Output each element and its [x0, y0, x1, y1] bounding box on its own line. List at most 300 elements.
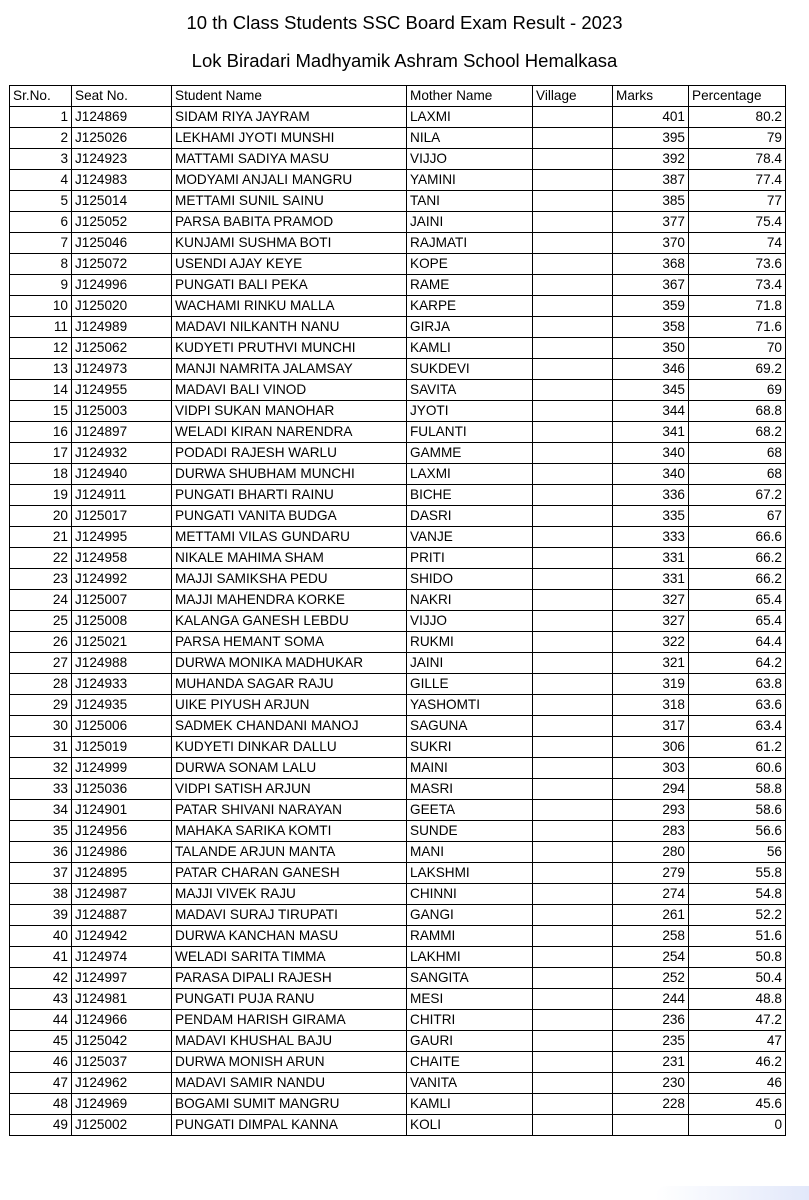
cell-mother-name: VANJE — [407, 527, 533, 548]
table-row — [10, 716, 786, 737]
cell-mother-name: KARPE — [407, 296, 533, 317]
cell-student-name: KALANGA GANESH LEBDU — [172, 611, 407, 632]
cell-marks: 280 — [613, 842, 689, 863]
cell-sr-no: 11 — [10, 317, 72, 338]
cell-seat-no: J124897 — [72, 422, 172, 443]
cell-village — [533, 905, 613, 926]
cell-mother-name: RAME — [407, 275, 533, 296]
cell-student-name: KUDYETI DINKAR DALLU — [172, 737, 407, 758]
table-row — [10, 443, 786, 464]
table-row — [10, 149, 786, 170]
cell-sr-no: 22 — [10, 548, 72, 569]
cell-sr-no: 4 — [10, 170, 72, 191]
cell-student-name: NIKALE MAHIMA SHAM — [172, 548, 407, 569]
cell-mother-name: GAMME — [407, 443, 533, 464]
table-row — [10, 884, 786, 905]
cell-marks: 321 — [613, 653, 689, 674]
cell-marks: 358 — [613, 317, 689, 338]
cell-percentage: 55.8 — [689, 863, 786, 884]
cell-mother-name: YASHOMTI — [407, 695, 533, 716]
cell-village — [533, 527, 613, 548]
cell-student-name: DURWA MONIKA MADHUKAR — [172, 653, 407, 674]
cell-marks: 261 — [613, 905, 689, 926]
cell-student-name: MUHANDA SAGAR RAJU — [172, 674, 407, 695]
table-row — [10, 506, 786, 527]
cell-mother-name: CHINNI — [407, 884, 533, 905]
cell-sr-no: 17 — [10, 443, 72, 464]
cell-seat-no: J124895 — [72, 863, 172, 884]
table-row — [10, 128, 786, 149]
table-row — [10, 527, 786, 548]
table-row — [10, 296, 786, 317]
table-row — [10, 947, 786, 968]
cell-student-name: KUDYETI PRUTHVI MUNCHI — [172, 338, 407, 359]
cell-student-name: MAJJI VIVEK RAJU — [172, 884, 407, 905]
cell-percentage: 68 — [689, 464, 786, 485]
cell-mother-name: NILA — [407, 128, 533, 149]
cell-student-name: SIDAM RIYA JAYRAM — [172, 107, 407, 128]
school-name: Lok Biradari Madhyamik Ashram School Hemalkasa — [191, 50, 618, 71]
table-row — [10, 695, 786, 716]
cell-percentage: 73.6 — [689, 254, 786, 275]
cell-sr-no: 37 — [10, 863, 72, 884]
cell-sr-no: 49 — [10, 1115, 72, 1136]
table-row — [10, 233, 786, 254]
cell-marks: 387 — [613, 170, 689, 191]
cell-seat-no: J124999 — [72, 758, 172, 779]
column-header-student-name: Student Name — [172, 86, 407, 107]
cell-seat-no: J124958 — [72, 548, 172, 569]
cell-village — [533, 1115, 613, 1136]
table-row — [10, 653, 786, 674]
cell-marks: 341 — [613, 422, 689, 443]
cell-mother-name: VANITA — [407, 1073, 533, 1094]
cell-student-name: PODADI RAJESH WARLU — [172, 443, 407, 464]
cell-student-name: LEKHAMI JYOTI MUNSHI — [172, 128, 407, 149]
cell-sr-no: 16 — [10, 422, 72, 443]
cell-percentage: 51.6 — [689, 926, 786, 947]
cell-student-name: PARSA HEMANT SOMA — [172, 632, 407, 653]
cell-percentage: 69.2 — [689, 359, 786, 380]
cell-sr-no: 14 — [10, 380, 72, 401]
cell-student-name: PATAR CHARAN GANESH — [172, 863, 407, 884]
table-row — [10, 569, 786, 590]
cell-marks: 306 — [613, 737, 689, 758]
cell-village — [533, 1094, 613, 1115]
cell-mother-name: SAVITA — [407, 380, 533, 401]
cell-seat-no: J125062 — [72, 338, 172, 359]
cell-seat-no: J124966 — [72, 1010, 172, 1031]
cell-marks: 401 — [613, 107, 689, 128]
result-table — [9, 85, 786, 1136]
cell-marks: 350 — [613, 338, 689, 359]
table-row — [10, 1094, 786, 1115]
cell-sr-no: 32 — [10, 758, 72, 779]
cell-village — [533, 1031, 613, 1052]
cell-village — [533, 737, 613, 758]
cell-village — [533, 128, 613, 149]
cell-village — [533, 842, 613, 863]
cell-village — [533, 674, 613, 695]
cell-village — [533, 338, 613, 359]
cell-percentage: 64.2 — [689, 653, 786, 674]
column-header-marks: Marks — [613, 86, 689, 107]
cell-village — [533, 968, 613, 989]
cell-percentage: 58.6 — [689, 800, 786, 821]
cell-sr-no: 43 — [10, 989, 72, 1010]
cell-marks: 235 — [613, 1031, 689, 1052]
cell-mother-name: KAMLI — [407, 338, 533, 359]
cell-village — [533, 800, 613, 821]
cell-mother-name: RAJMATI — [407, 233, 533, 254]
cell-sr-no: 31 — [10, 737, 72, 758]
cell-mother-name: MANI — [407, 842, 533, 863]
table-row — [10, 191, 786, 212]
cell-percentage: 67.2 — [689, 485, 786, 506]
cell-percentage: 60.6 — [689, 758, 786, 779]
cell-mother-name: RAMMI — [407, 926, 533, 947]
cell-marks: 385 — [613, 191, 689, 212]
cell-village — [533, 863, 613, 884]
cell-percentage: 47.2 — [689, 1010, 786, 1031]
cell-seat-no: J125026 — [72, 128, 172, 149]
cell-mother-name: JAINI — [407, 653, 533, 674]
cell-sr-no: 19 — [10, 485, 72, 506]
cell-village — [533, 590, 613, 611]
cell-percentage: 64.4 — [689, 632, 786, 653]
cell-sr-no: 6 — [10, 212, 72, 233]
cell-marks: 236 — [613, 1010, 689, 1031]
table-row — [10, 758, 786, 779]
cell-village — [533, 758, 613, 779]
cell-sr-no: 33 — [10, 779, 72, 800]
page-title: 10 th Class Students SSC Board Exam Result - 2023 — [186, 12, 623, 33]
cell-mother-name: KAMLI — [407, 1094, 533, 1115]
cell-student-name: MATTAMI SADIYA MASU — [172, 149, 407, 170]
cell-student-name: WELADI KIRAN NARENDRA — [172, 422, 407, 443]
cell-marks: 359 — [613, 296, 689, 317]
cell-percentage: 46 — [689, 1073, 786, 1094]
cell-village — [533, 716, 613, 737]
cell-percentage: 52.2 — [689, 905, 786, 926]
cell-percentage: 0 — [689, 1115, 786, 1136]
cell-seat-no: J124956 — [72, 821, 172, 842]
column-header-mother-name: Mother Name — [407, 86, 533, 107]
cell-student-name: MAJJI MAHENDRA KORKE — [172, 590, 407, 611]
cell-mother-name: VIJJO — [407, 611, 533, 632]
cell-village — [533, 233, 613, 254]
cell-seat-no: J125046 — [72, 233, 172, 254]
cell-seat-no: J124973 — [72, 359, 172, 380]
cell-percentage: 66.2 — [689, 569, 786, 590]
cell-percentage: 68 — [689, 443, 786, 464]
cell-seat-no: J124987 — [72, 884, 172, 905]
cell-student-name: PATAR SHIVANI NARAYAN — [172, 800, 407, 821]
cell-percentage: 56 — [689, 842, 786, 863]
cell-marks: 370 — [613, 233, 689, 254]
cell-village — [533, 1052, 613, 1073]
cell-marks: 303 — [613, 758, 689, 779]
cell-marks: 335 — [613, 506, 689, 527]
table-row — [10, 737, 786, 758]
cell-student-name: MADAVI BALI VINOD — [172, 380, 407, 401]
cell-percentage: 46.2 — [689, 1052, 786, 1073]
cell-student-name: MAJJI SAMIKSHA PEDU — [172, 569, 407, 590]
cell-seat-no: J125021 — [72, 632, 172, 653]
cell-village — [533, 632, 613, 653]
cell-percentage: 78.4 — [689, 149, 786, 170]
cell-village — [533, 359, 613, 380]
cell-sr-no: 47 — [10, 1073, 72, 1094]
cell-marks: 274 — [613, 884, 689, 905]
cell-percentage: 48.8 — [689, 989, 786, 1010]
cell-marks: 228 — [613, 1094, 689, 1115]
cell-seat-no: J125014 — [72, 191, 172, 212]
cell-mother-name: YAMINI — [407, 170, 533, 191]
cell-student-name: MADAVI SURAJ TIRUPATI — [172, 905, 407, 926]
table-row — [10, 1115, 786, 1136]
table-row — [10, 485, 786, 506]
cell-marks: 283 — [613, 821, 689, 842]
cell-mother-name: SUNDE — [407, 821, 533, 842]
table-row — [10, 317, 786, 338]
cell-student-name: METTAMI VILAS GUNDARU — [172, 527, 407, 548]
cell-marks: 327 — [613, 590, 689, 611]
table-row — [10, 170, 786, 191]
column-header-village: Village — [533, 86, 613, 107]
cell-percentage: 58.8 — [689, 779, 786, 800]
cell-student-name: TALANDE ARJUN MANTA — [172, 842, 407, 863]
cell-student-name: VIDPI SUKAN MANOHAR — [172, 401, 407, 422]
cell-village — [533, 1010, 613, 1031]
cell-sr-no: 12 — [10, 338, 72, 359]
cell-student-name: PUNGATI PUJA RANU — [172, 989, 407, 1010]
cell-seat-no: J125008 — [72, 611, 172, 632]
cell-percentage: 75.4 — [689, 212, 786, 233]
cell-marks: 392 — [613, 149, 689, 170]
cell-village — [533, 317, 613, 338]
cell-sr-no: 21 — [10, 527, 72, 548]
table-row — [10, 212, 786, 233]
cell-mother-name: GILLE — [407, 674, 533, 695]
cell-seat-no: J124981 — [72, 989, 172, 1010]
table-row — [10, 863, 786, 884]
cell-village — [533, 107, 613, 128]
cell-percentage: 68.2 — [689, 422, 786, 443]
cell-sr-no: 36 — [10, 842, 72, 863]
column-header-sr-no: Sr.No. — [10, 86, 72, 107]
cell-mother-name: LAKHMI — [407, 947, 533, 968]
table-row — [10, 1031, 786, 1052]
cell-marks: 319 — [613, 674, 689, 695]
cell-village — [533, 296, 613, 317]
cell-percentage: 45.6 — [689, 1094, 786, 1115]
cell-village — [533, 485, 613, 506]
cell-mother-name: LAXMI — [407, 464, 533, 485]
table-row — [10, 632, 786, 653]
table-row — [10, 590, 786, 611]
cell-student-name: PARSA BABITA PRAMOD — [172, 212, 407, 233]
cell-marks: 294 — [613, 779, 689, 800]
cell-village — [533, 569, 613, 590]
cell-student-name: WACHAMI RINKU MALLA — [172, 296, 407, 317]
cell-village — [533, 611, 613, 632]
table-row — [10, 821, 786, 842]
cell-seat-no: J124983 — [72, 170, 172, 191]
table-row — [10, 968, 786, 989]
cell-village — [533, 821, 613, 842]
cell-student-name: DURWA MONISH ARUN — [172, 1052, 407, 1073]
cell-sr-no: 28 — [10, 674, 72, 695]
cell-mother-name: CHAITE — [407, 1052, 533, 1073]
cell-marks: 346 — [613, 359, 689, 380]
cell-student-name: PARASA DIPALI RAJESH — [172, 968, 407, 989]
cell-marks: 322 — [613, 632, 689, 653]
cell-mother-name: SUKRI — [407, 737, 533, 758]
table-row — [10, 905, 786, 926]
table-row — [10, 1073, 786, 1094]
cell-seat-no: J124940 — [72, 464, 172, 485]
cell-student-name: KUNJAMI SUSHMA BOTI — [172, 233, 407, 254]
cell-mother-name: GEETA — [407, 800, 533, 821]
cell-sr-no: 1 — [10, 107, 72, 128]
cell-marks: 340 — [613, 443, 689, 464]
cell-percentage: 63.4 — [689, 716, 786, 737]
cell-percentage: 77 — [689, 191, 786, 212]
cell-student-name: UIKE PIYUSH ARJUN — [172, 695, 407, 716]
cell-sr-no: 9 — [10, 275, 72, 296]
cell-seat-no: J125019 — [72, 737, 172, 758]
cell-mother-name: TANI — [407, 191, 533, 212]
cell-percentage: 50.4 — [689, 968, 786, 989]
cell-percentage: 68.8 — [689, 401, 786, 422]
cell-village — [533, 989, 613, 1010]
cell-seat-no: J125020 — [72, 296, 172, 317]
cell-village — [533, 779, 613, 800]
cell-mother-name: PRITI — [407, 548, 533, 569]
cell-village — [533, 422, 613, 443]
cell-mother-name: FULANTI — [407, 422, 533, 443]
cell-student-name: PUNGATI BALI PEKA — [172, 275, 407, 296]
cell-marks: 344 — [613, 401, 689, 422]
table-row — [10, 842, 786, 863]
cell-village — [533, 380, 613, 401]
cell-student-name: MADAVI SAMIR NANDU — [172, 1073, 407, 1094]
cell-marks: 327 — [613, 611, 689, 632]
cell-percentage: 47 — [689, 1031, 786, 1052]
cell-sr-no: 20 — [10, 506, 72, 527]
cell-sr-no: 23 — [10, 569, 72, 590]
cell-sr-no: 38 — [10, 884, 72, 905]
cell-village — [533, 926, 613, 947]
cell-marks: 317 — [613, 716, 689, 737]
cell-seat-no: J124992 — [72, 569, 172, 590]
cell-seat-no: J124942 — [72, 926, 172, 947]
cell-sr-no: 10 — [10, 296, 72, 317]
cell-sr-no: 35 — [10, 821, 72, 842]
cell-mother-name: NAKRI — [407, 590, 533, 611]
cell-seat-no: J125036 — [72, 779, 172, 800]
cell-percentage: 56.6 — [689, 821, 786, 842]
cell-village — [533, 1073, 613, 1094]
cell-sr-no: 27 — [10, 653, 72, 674]
cell-sr-no: 15 — [10, 401, 72, 422]
header-row — [10, 86, 786, 107]
column-header-seat-no: Seat No. — [72, 86, 172, 107]
cell-marks: 258 — [613, 926, 689, 947]
cell-mother-name: MESI — [407, 989, 533, 1010]
cell-marks: 331 — [613, 548, 689, 569]
cell-sr-no: 5 — [10, 191, 72, 212]
cell-village — [533, 149, 613, 170]
cell-village — [533, 401, 613, 422]
cell-seat-no: J124901 — [72, 800, 172, 821]
cell-student-name: MAHAKA SARIKA KOMTI — [172, 821, 407, 842]
cell-seat-no: J125037 — [72, 1052, 172, 1073]
cell-seat-no: J125052 — [72, 212, 172, 233]
cell-mother-name: JYOTI — [407, 401, 533, 422]
cell-seat-no: J125007 — [72, 590, 172, 611]
table-row — [10, 926, 786, 947]
cell-student-name: DURWA SHUBHAM MUNCHI — [172, 464, 407, 485]
cell-village — [533, 695, 613, 716]
cell-seat-no: J124935 — [72, 695, 172, 716]
cell-mother-name: KOPE — [407, 254, 533, 275]
cell-marks: 231 — [613, 1052, 689, 1073]
cell-student-name: DURWA SONAM LALU — [172, 758, 407, 779]
cell-sr-no: 41 — [10, 947, 72, 968]
cell-student-name: MADAVI KHUSHAL BAJU — [172, 1031, 407, 1052]
cell-seat-no: J124933 — [72, 674, 172, 695]
cell-percentage: 50.8 — [689, 947, 786, 968]
cell-seat-no: J124887 — [72, 905, 172, 926]
cell-village — [533, 884, 613, 905]
cell-seat-no: J124932 — [72, 443, 172, 464]
cell-percentage: 74 — [689, 233, 786, 254]
cell-seat-no: J124923 — [72, 149, 172, 170]
cell-marks: 293 — [613, 800, 689, 821]
cell-seat-no: J124996 — [72, 275, 172, 296]
cell-mother-name: SHIDO — [407, 569, 533, 590]
cell-village — [533, 443, 613, 464]
cell-mother-name: LAKSHMI — [407, 863, 533, 884]
cell-village — [533, 653, 613, 674]
cell-village — [533, 464, 613, 485]
cell-mother-name: SUKDEVI — [407, 359, 533, 380]
cell-village — [533, 506, 613, 527]
cell-marks: 244 — [613, 989, 689, 1010]
cell-mother-name: GIRJA — [407, 317, 533, 338]
table-row — [10, 464, 786, 485]
cell-percentage: 73.4 — [689, 275, 786, 296]
cell-sr-no: 13 — [10, 359, 72, 380]
cell-seat-no: J124974 — [72, 947, 172, 968]
cell-mother-name: VIJJO — [407, 149, 533, 170]
cell-mother-name: LAXMI — [407, 107, 533, 128]
cell-student-name: MANJI NAMRITA JALAMSAY — [172, 359, 407, 380]
table-row — [10, 359, 786, 380]
cell-sr-no: 39 — [10, 905, 72, 926]
cell-percentage: 70 — [689, 338, 786, 359]
cell-student-name: PUNGATI VANITA BUDGA — [172, 506, 407, 527]
cell-sr-no: 29 — [10, 695, 72, 716]
table-row — [10, 380, 786, 401]
cell-percentage: 65.4 — [689, 590, 786, 611]
cell-sr-no: 8 — [10, 254, 72, 275]
cell-seat-no: J124911 — [72, 485, 172, 506]
cell-percentage: 66.6 — [689, 527, 786, 548]
cell-mother-name: KOLI — [407, 1115, 533, 1136]
